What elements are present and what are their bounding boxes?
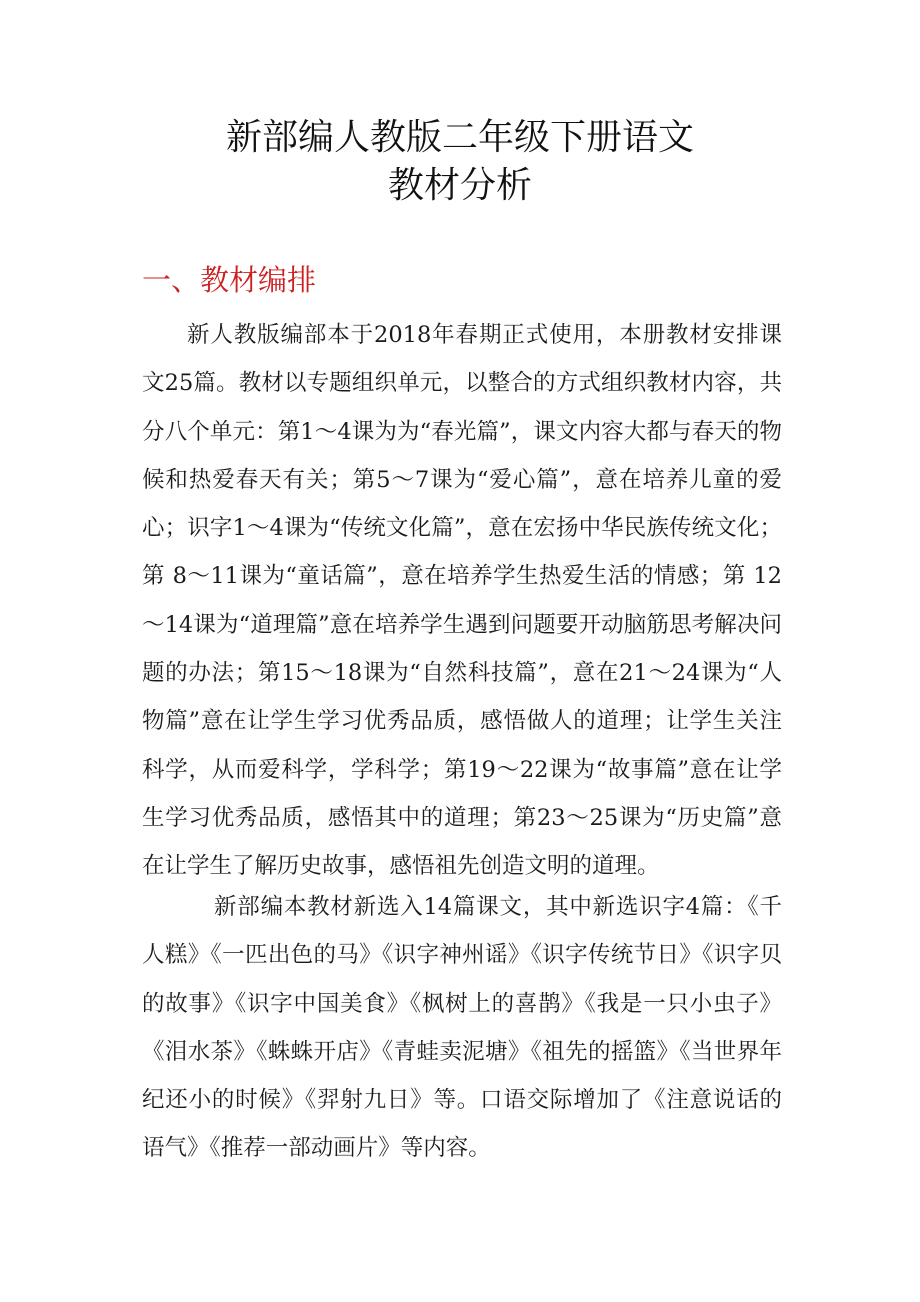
section-heading: 一、教材编排 bbox=[142, 263, 317, 297]
document-title-line-2: 教材分析 bbox=[387, 165, 532, 206]
paragraph-new-texts: 新部编本教材新选入14篇课文，其中新选识字4篇：《千人糕》《一匹出色的马》《识字神州谣》《识字传统节日》《识字贝的故事》《识字中国美食》《枫树上的喜鹊》《我是一只小虫子》《泪水茶》《蛛蛛开店》《青蛙卖泥塘》《祖先的摇篮》《当世界年纪还小的时候》《羿射九日》等。口语交际增加了《注意说话的语气》《推荐一部动画片》等内容。 bbox=[142, 894, 782, 1162]
document-title-line-1: 新部编人教版二年级下册语文 bbox=[225, 117, 694, 158]
paragraph-textbook-arrangement: 新人教版编部本于2018年春期正式使用，本册教材安排课文25篇。教材以专题组织单元，以整合的方式组织教材内容，共分八个单元：第1～4课为为“春光篇”，课文内容大都与春天的物候和热爱春天有关；第5～7课为“爱心篇”，意在培养儿童的爱心；识字1～4课为“传统文化篇”，意在宏扬中华民族传统文化；第 8～11课为“童话篇”，意在培养学生热爱生活的情感；第 12～14课为“道理篇”意在培养学生遇到问题要开动脑筋思考解决问题的办法；第15～18课为“自然科技篇”，意在21～24课为“人物篇”意在让学生学习优秀品质，感悟做人的道理；让学生关注科学，从而爱科学，学科学；第19～22课为“故事篇”意在让学生学习优秀品质，感悟其中的道理；第23～25课为“历史篇”意在让学生了解历史故事，感悟祖先创造文明的道理。 bbox=[142, 322, 782, 880]
